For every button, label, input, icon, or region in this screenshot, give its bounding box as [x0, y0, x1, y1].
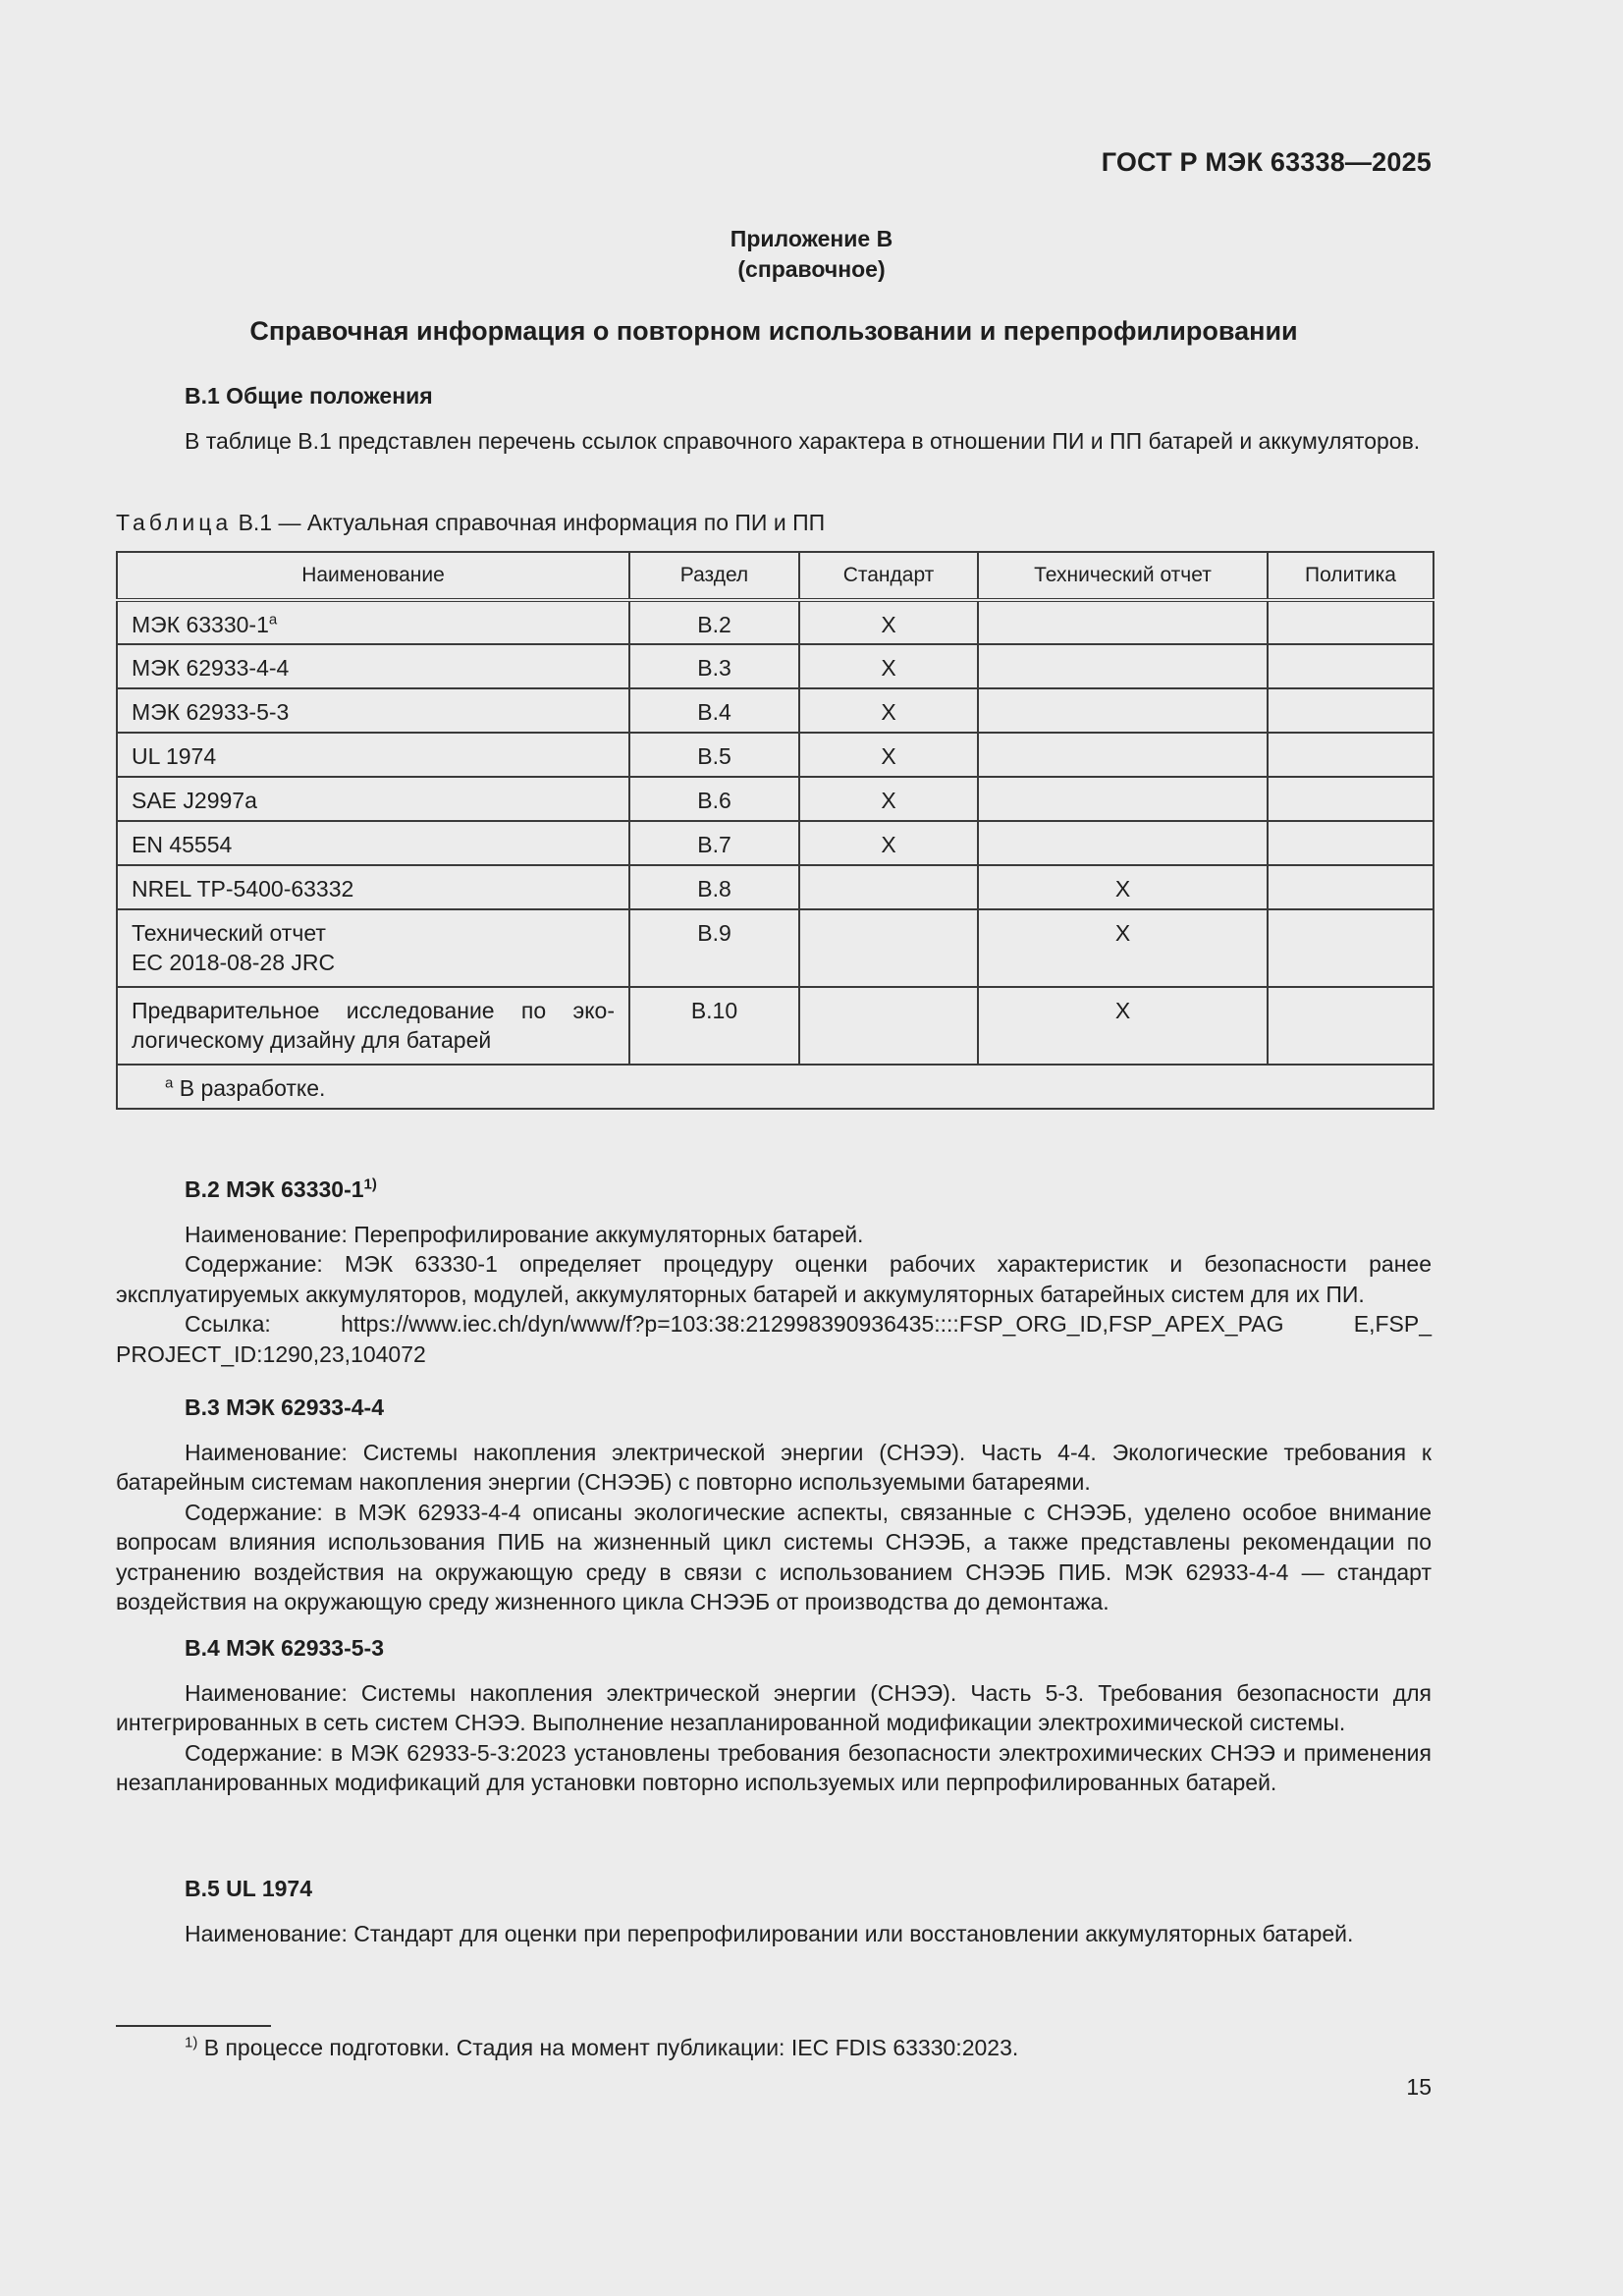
column-header: Раздел — [629, 552, 799, 600]
table-wrapper — [116, 551, 1432, 1110]
annex-label: Приложение В — [730, 226, 893, 251]
paragraph: Содержание: в МЭК 62933-4-4 описаны экологические аспекты, связанные с СНЭЭБ, уделено особое внимание вопросам влияния использования ПИБ на жизненный цикл системы СНЭЭБ, а также представлены рекомендации по устранению воздействия на окружающую среду в связи с использованием СНЭЭБ ПИБ. МЭК 62933-4-4 — стандарт воздействия на окружающую среду жизненного цикла СНЭЭБ от производства до демонтажа. — [116, 1499, 1432, 1614]
paragraph: Наименование: Системы накопления электрической энергии (СНЭЭ). Часть 5-3. Требования безопасности для интегрированных в сеть систем СНЭЭ. Выполнение незапланированной модификации электрохимической системы. — [116, 1679, 1432, 1735]
section-b5 — [116, 1874, 1432, 1948]
footnote-ref: a — [268, 611, 278, 629]
standard-cell: X — [799, 644, 978, 688]
paragraph: Содержание: МЭК 63330-1 определяет процедуру оценки рабочих характеристик и безопасности ранее эксплуатируемых аккумуляторов, модулей, аккумуляторных батарей и аккумуляторных батарейных систем для их ПИ. — [116, 1251, 1432, 1307]
standard-cell: X — [799, 777, 978, 821]
section-b4 — [116, 1633, 1432, 1798]
reference-link-continued: PROJECT_ID:1290,23,104072 — [116, 1340, 426, 1367]
note-marker: a — [165, 1074, 174, 1092]
name-cell: EN 45554 — [117, 821, 629, 865]
report-cell: X — [978, 909, 1268, 987]
section-heading: В.5 UL 1974 — [185, 1876, 312, 1901]
section-cell: В.2 — [629, 600, 799, 644]
standard-cell: X — [799, 733, 978, 777]
paragraph: Наименование: Стандарт для оценки при перепрофилировании или восстановлении аккумуляторных батарей. — [185, 1920, 1354, 1946]
standard-cell: X — [799, 600, 978, 644]
policy-cell — [1268, 600, 1434, 644]
table-row — [117, 987, 1434, 1065]
section-cell: В.8 — [629, 865, 799, 909]
note-text: В разработке. — [179, 1075, 326, 1101]
table-note — [117, 1065, 1434, 1109]
table-row — [117, 644, 1434, 688]
table-row — [117, 909, 1434, 987]
name-cell: МЭК 62933-5-3 — [117, 688, 629, 733]
document-code: ГОСТ Р МЭК 63338—2025 — [1101, 147, 1432, 177]
name-cell: МЭК 63330-1$^a$ — [117, 600, 629, 644]
policy-cell — [1268, 821, 1434, 865]
report-cell: X — [978, 865, 1268, 909]
table-note-row — [117, 1065, 1434, 1109]
column-header: Наименование — [117, 552, 629, 600]
table-caption-word: Таблица — [116, 510, 233, 535]
standard-cell: X — [799, 688, 978, 733]
footnote — [185, 2033, 1018, 2062]
table-row — [117, 777, 1434, 821]
name-cell: SAE J2997a — [117, 777, 629, 821]
policy-cell — [1268, 909, 1434, 987]
table-row — [117, 865, 1434, 909]
policy-cell — [1268, 987, 1434, 1065]
reference-link: Ссылка: https://www.iec.ch/dyn/www/f?p=103:38:212998390936435::::FSP_ORG_ID,FSP_APEX_PAG E,FSP_ — [185, 1311, 1432, 1337]
footnote-ref: 1) — [363, 1175, 377, 1193]
section-b2 — [116, 1175, 1432, 1369]
section-cell: В.3 — [629, 644, 799, 688]
report-cell — [978, 733, 1268, 777]
section-cell: В.5 — [629, 733, 799, 777]
policy-cell — [1268, 733, 1434, 777]
policy-cell — [1268, 688, 1434, 733]
policy-cell — [1268, 865, 1434, 909]
paragraph: Наименование: Перепрофилирование аккумуляторных батарей. — [185, 1221, 864, 1247]
policy-cell — [1268, 644, 1434, 688]
page-number: 15 — [1406, 2074, 1432, 2100]
footnote-marker: 1) — [185, 2034, 198, 2051]
footnote-text: В процессе подготовки. Стадия на момент публикации: IEC FDIS 63330:2023. — [203, 2035, 1019, 2060]
footnote-divider — [116, 2025, 271, 2027]
name-cell: NREL TP-5400-63332 — [117, 865, 629, 909]
table-row — [117, 733, 1434, 777]
section-heading: В.4 МЭК 62933-5-3 — [185, 1635, 384, 1661]
standard-cell: X — [799, 821, 978, 865]
section-heading: В.1 Общие положения — [185, 383, 433, 409]
column-header: Стандарт — [799, 552, 978, 600]
annex-heading: Справочная информация о повторном использовании и перепрофилировании — [249, 316, 1298, 346]
standard-cell — [799, 987, 978, 1065]
paragraph: Содержание: в МЭК 62933-5-3:2023 установлены требования безопасности электрохимических СНЭЭ и применения незапланированных модификаций для установки повторно используемых или перпрофилированных батарей. — [116, 1739, 1432, 1795]
report-cell — [978, 600, 1268, 644]
standard-cell — [799, 865, 978, 909]
section-b3 — [116, 1393, 1432, 1617]
name-cell: UL 1974 — [117, 733, 629, 777]
table-caption — [116, 510, 1432, 536]
standard-cell — [799, 909, 978, 987]
paragraph: Наименование: Системы накопления электрической энергии (СНЭЭ). Часть 4-4. Экологические требования к батарейным системам накопления энергии (СНЭЭБ) с повторно используемыми батареями. — [116, 1439, 1432, 1495]
column-header: Технический отчет — [978, 552, 1268, 600]
table-caption-text: В.1 — Актуальная справочная информация по ПИ и ПП — [232, 510, 826, 535]
report-cell — [978, 688, 1268, 733]
report-cell — [978, 644, 1268, 688]
policy-cell — [1268, 777, 1434, 821]
annex-title — [0, 224, 1623, 285]
annex-type: (справочное) — [737, 256, 886, 282]
table-header-row — [117, 552, 1434, 600]
name-cell: Предварительное исследование по эко- логическому дизайну для батарей — [117, 987, 629, 1065]
section-cell: В.9 — [629, 909, 799, 987]
column-header: Политика — [1268, 552, 1434, 600]
section-heading: В.3 МЭК 62933-4-4 — [185, 1394, 384, 1420]
name-cell: МЭК 62933-4-4 — [117, 644, 629, 688]
name-cell: Технический отчет EC 2018-08-28 JRC — [117, 909, 629, 987]
section-cell: В.7 — [629, 821, 799, 865]
table-row — [117, 600, 1434, 644]
section-b1 — [116, 381, 1432, 456]
section-cell: В.10 — [629, 987, 799, 1065]
section-cell: В.4 — [629, 688, 799, 733]
section-cell: В.6 — [629, 777, 799, 821]
section-heading: В.2 МЭК 63330-1$^{1)}$ — [185, 1175, 377, 1202]
paragraph: В таблице В.1 представлен перечень ссылок справочного характера в отношении ПИ и ПП батарей и аккумуляторов. — [185, 427, 1421, 454]
report-cell — [978, 777, 1268, 821]
table-row — [117, 688, 1434, 733]
table-row — [117, 821, 1434, 865]
reference-table — [116, 551, 1434, 1110]
report-cell: X — [978, 987, 1268, 1065]
report-cell — [978, 821, 1268, 865]
